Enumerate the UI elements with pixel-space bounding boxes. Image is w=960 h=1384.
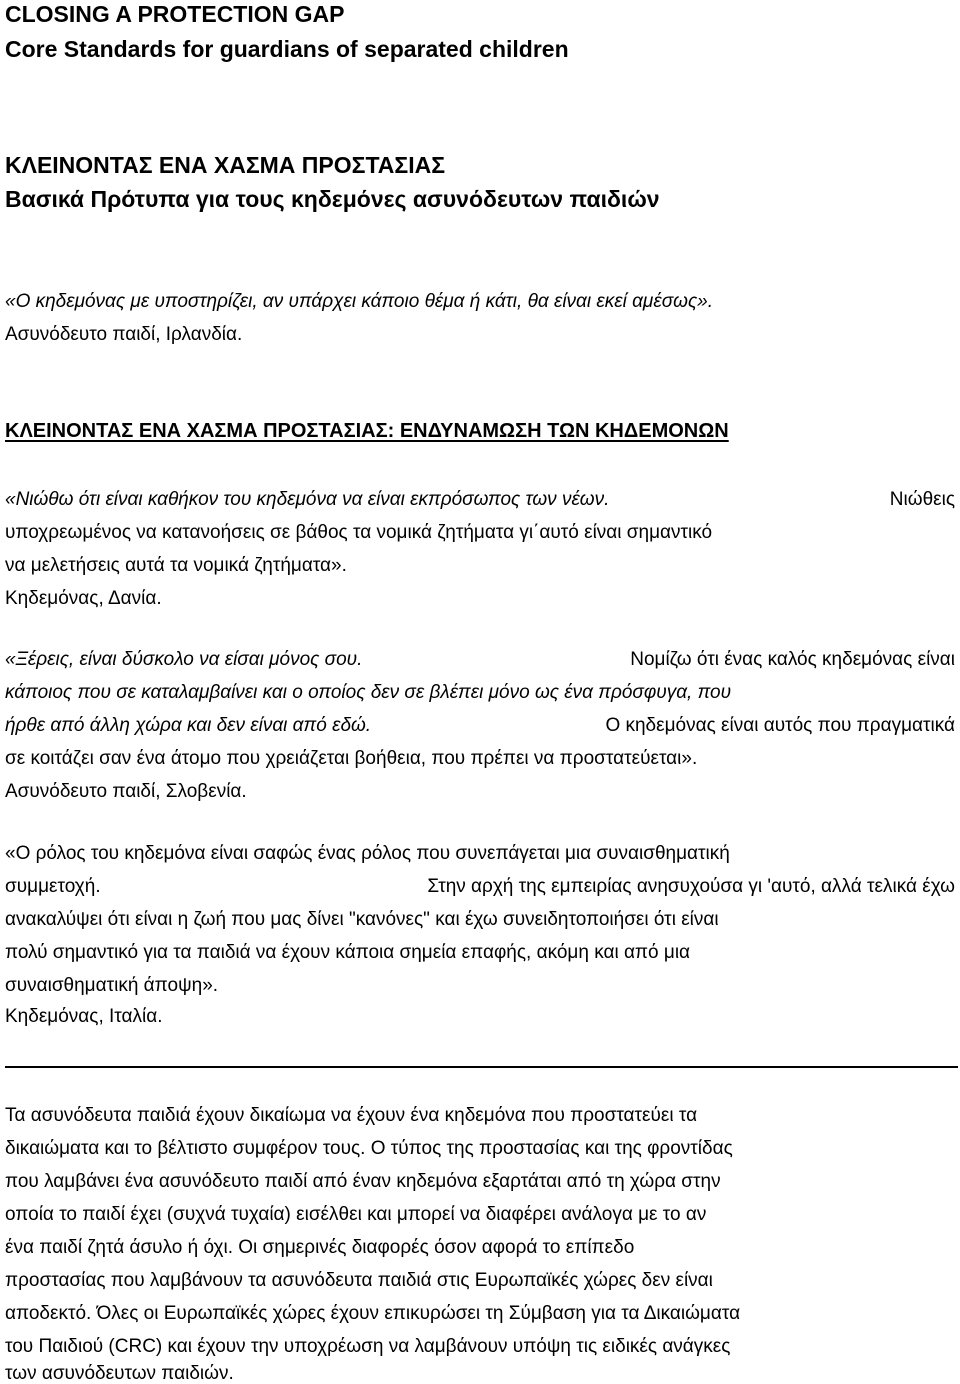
body-line-7: αποδεκτό. Όλες οι Ευρωπαϊκές χώρες έχουν επικυρώσει τη Σύμβαση για τα Δικαιώματα — [5, 1303, 741, 1324]
quote1-line-1 — [5, 490, 955, 509]
body-line-1: Τα ασυνόδευτα παιδιά έχουν δικαίωμα να έχουν ένα κηδεμόνα που προστατεύει τα — [5, 1105, 698, 1126]
quote2-line-2: κάποιος που σε καταλαμβαίνει και ο οποίος δεν σε βλέπει μόνο ως ένα πρόσφυγα, που — [5, 682, 732, 703]
title-greek-line-1: ΚΛΕΙΝΟΝΤΑΣ ΕΝΑ ΧΑΣΜΑ ΠΡΟΣΤΑΣΙΑΣ — [5, 152, 445, 178]
quote2-text-c: ήρθε από άλλη χώρα και δεν είναι από εδώ. — [5, 715, 372, 736]
title-english-line-1: CLOSING A PROTECTION GAP — [5, 1, 345, 27]
quote3-line-4: πολύ σημαντικό για τα παιδιά να έχουν κάποια σημεία επαφής, ακόμη και από μια — [5, 942, 691, 963]
intro-quote: «Ο κηδεμόνας με υποστηρίζει, αν υπάρχει κάποιο θέμα ή κάτι, θα είναι εκεί αμέσως». — [5, 291, 714, 312]
quote2-text-d: Ο κηδεμόνας είναι αυτός που πραγματικά — [605, 715, 955, 736]
quote2-line-3 — [5, 716, 955, 735]
section-heading: ΚΛΕΙΝΟΝΤΑΣ ΕΝΑ ΧΑΣΜΑ ΠΡΟΣΤΑΣΙΑΣ: ΕΝΔΥΝΑΜΩΣΗ ΤΩΝ ΚΗΔΕΜΟΝΩΝ — [5, 420, 729, 442]
quote3-text-b: Στην αρχή της εμπειρίας ανησυχούσα γι 'αυτό, αλλά τελικά έχω — [427, 876, 955, 897]
intro-quote-source: Ασυνόδευτο παιδί, Ιρλανδία. — [5, 324, 243, 345]
title-english-line-2: Core Standards for guardians of separated children — [5, 36, 569, 62]
body-line-4: οποία το παιδί έχει (συχνά τυχαία) εισέλθει και μπορεί να διαφέρει ανάλογα με το αν — [5, 1204, 707, 1225]
quote3-line-5: συναισθηματική άποψη». — [5, 975, 219, 996]
title-greek-line-2: Βασικά Πρότυπα για τους κηδεμόνες ασυνόδευτων παιδιών — [5, 186, 660, 212]
quote2-source: Ασυνόδευτο παιδί, Σλοβενία. — [5, 781, 247, 802]
quote2-line-1 — [5, 650, 955, 669]
quote3-line-2 — [5, 877, 955, 896]
quote2-text-a: «Ξέρεις, είναι δύσκολο να είσαι μόνος σου. — [5, 649, 363, 670]
body-line-2: δικαιώματα και το βέλτιστο συμφέρον τους. Ο τύπος της προστασίας και της φροντίδας — [5, 1138, 733, 1159]
section-divider — [5, 1066, 958, 1068]
body-line-6: προστασίας που λαμβάνουν τα ασυνόδευτα παιδιά στις Ευρωπαϊκές χώρες δεν είναι — [5, 1270, 713, 1291]
quote1-text-b: Νιώθεις — [889, 489, 955, 510]
body-line-9: των ασυνόδευτων παιδιών. — [5, 1363, 234, 1384]
quote3-text-a: συμμετοχή. — [5, 876, 101, 897]
quote3-source: Κηδεμόνας, Ιταλία. — [5, 1006, 163, 1027]
quote1-line-2: υποχρεωμένος να κατανοήσεις σε βάθος τα νομικά ζητήματα γι΄αυτό είναι σημαντικό — [5, 522, 713, 543]
quote3-line-1: «Ο ρόλος του κηδεμόνα είναι σαφώς ένας ρόλος που συνεπάγεται μια συναισθηματική — [5, 843, 730, 864]
quote3-line-3: ανακαλύψει ότι είναι η ζωή που μας δίνει "κανόνες" και έχω συνειδητοποιήσει ότι είναι — [5, 909, 719, 930]
quote1-line-3: να μελετήσεις αυτά τα νομικά ζητήματα». — [5, 555, 347, 576]
quote2-text-b: Νομίζω ότι ένας καλός κηδεμόνας είναι — [630, 649, 955, 670]
body-line-3: που λαμβάνει ένα ασυνόδευτο παιδί από έναν κηδεμόνα εξαρτάται από τη χώρα στην — [5, 1171, 721, 1192]
quote1-text-a: «Νιώθω ότι είναι καθήκον του κηδεμόνα να είναι εκπρόσωπος των νέων. — [5, 489, 610, 510]
quote1-source: Κηδεμόνας, Δανία. — [5, 588, 162, 609]
body-line-8: του Παιδιού (CRC) και έχουν την υποχρέωση να λαμβάνουν υπόψη τις ειδικές ανάγκες — [5, 1336, 731, 1357]
body-line-5: ένα παιδί ζητά άσυλο ή όχι. Οι σημερινές διαφορές όσον αφορά το επίπεδο — [5, 1237, 635, 1258]
quote2-line-4: σε κοιτάζει σαν ένα άτομο που χρειάζεται βοήθεια, που πρέπει να προστατεύεται». — [5, 748, 698, 769]
